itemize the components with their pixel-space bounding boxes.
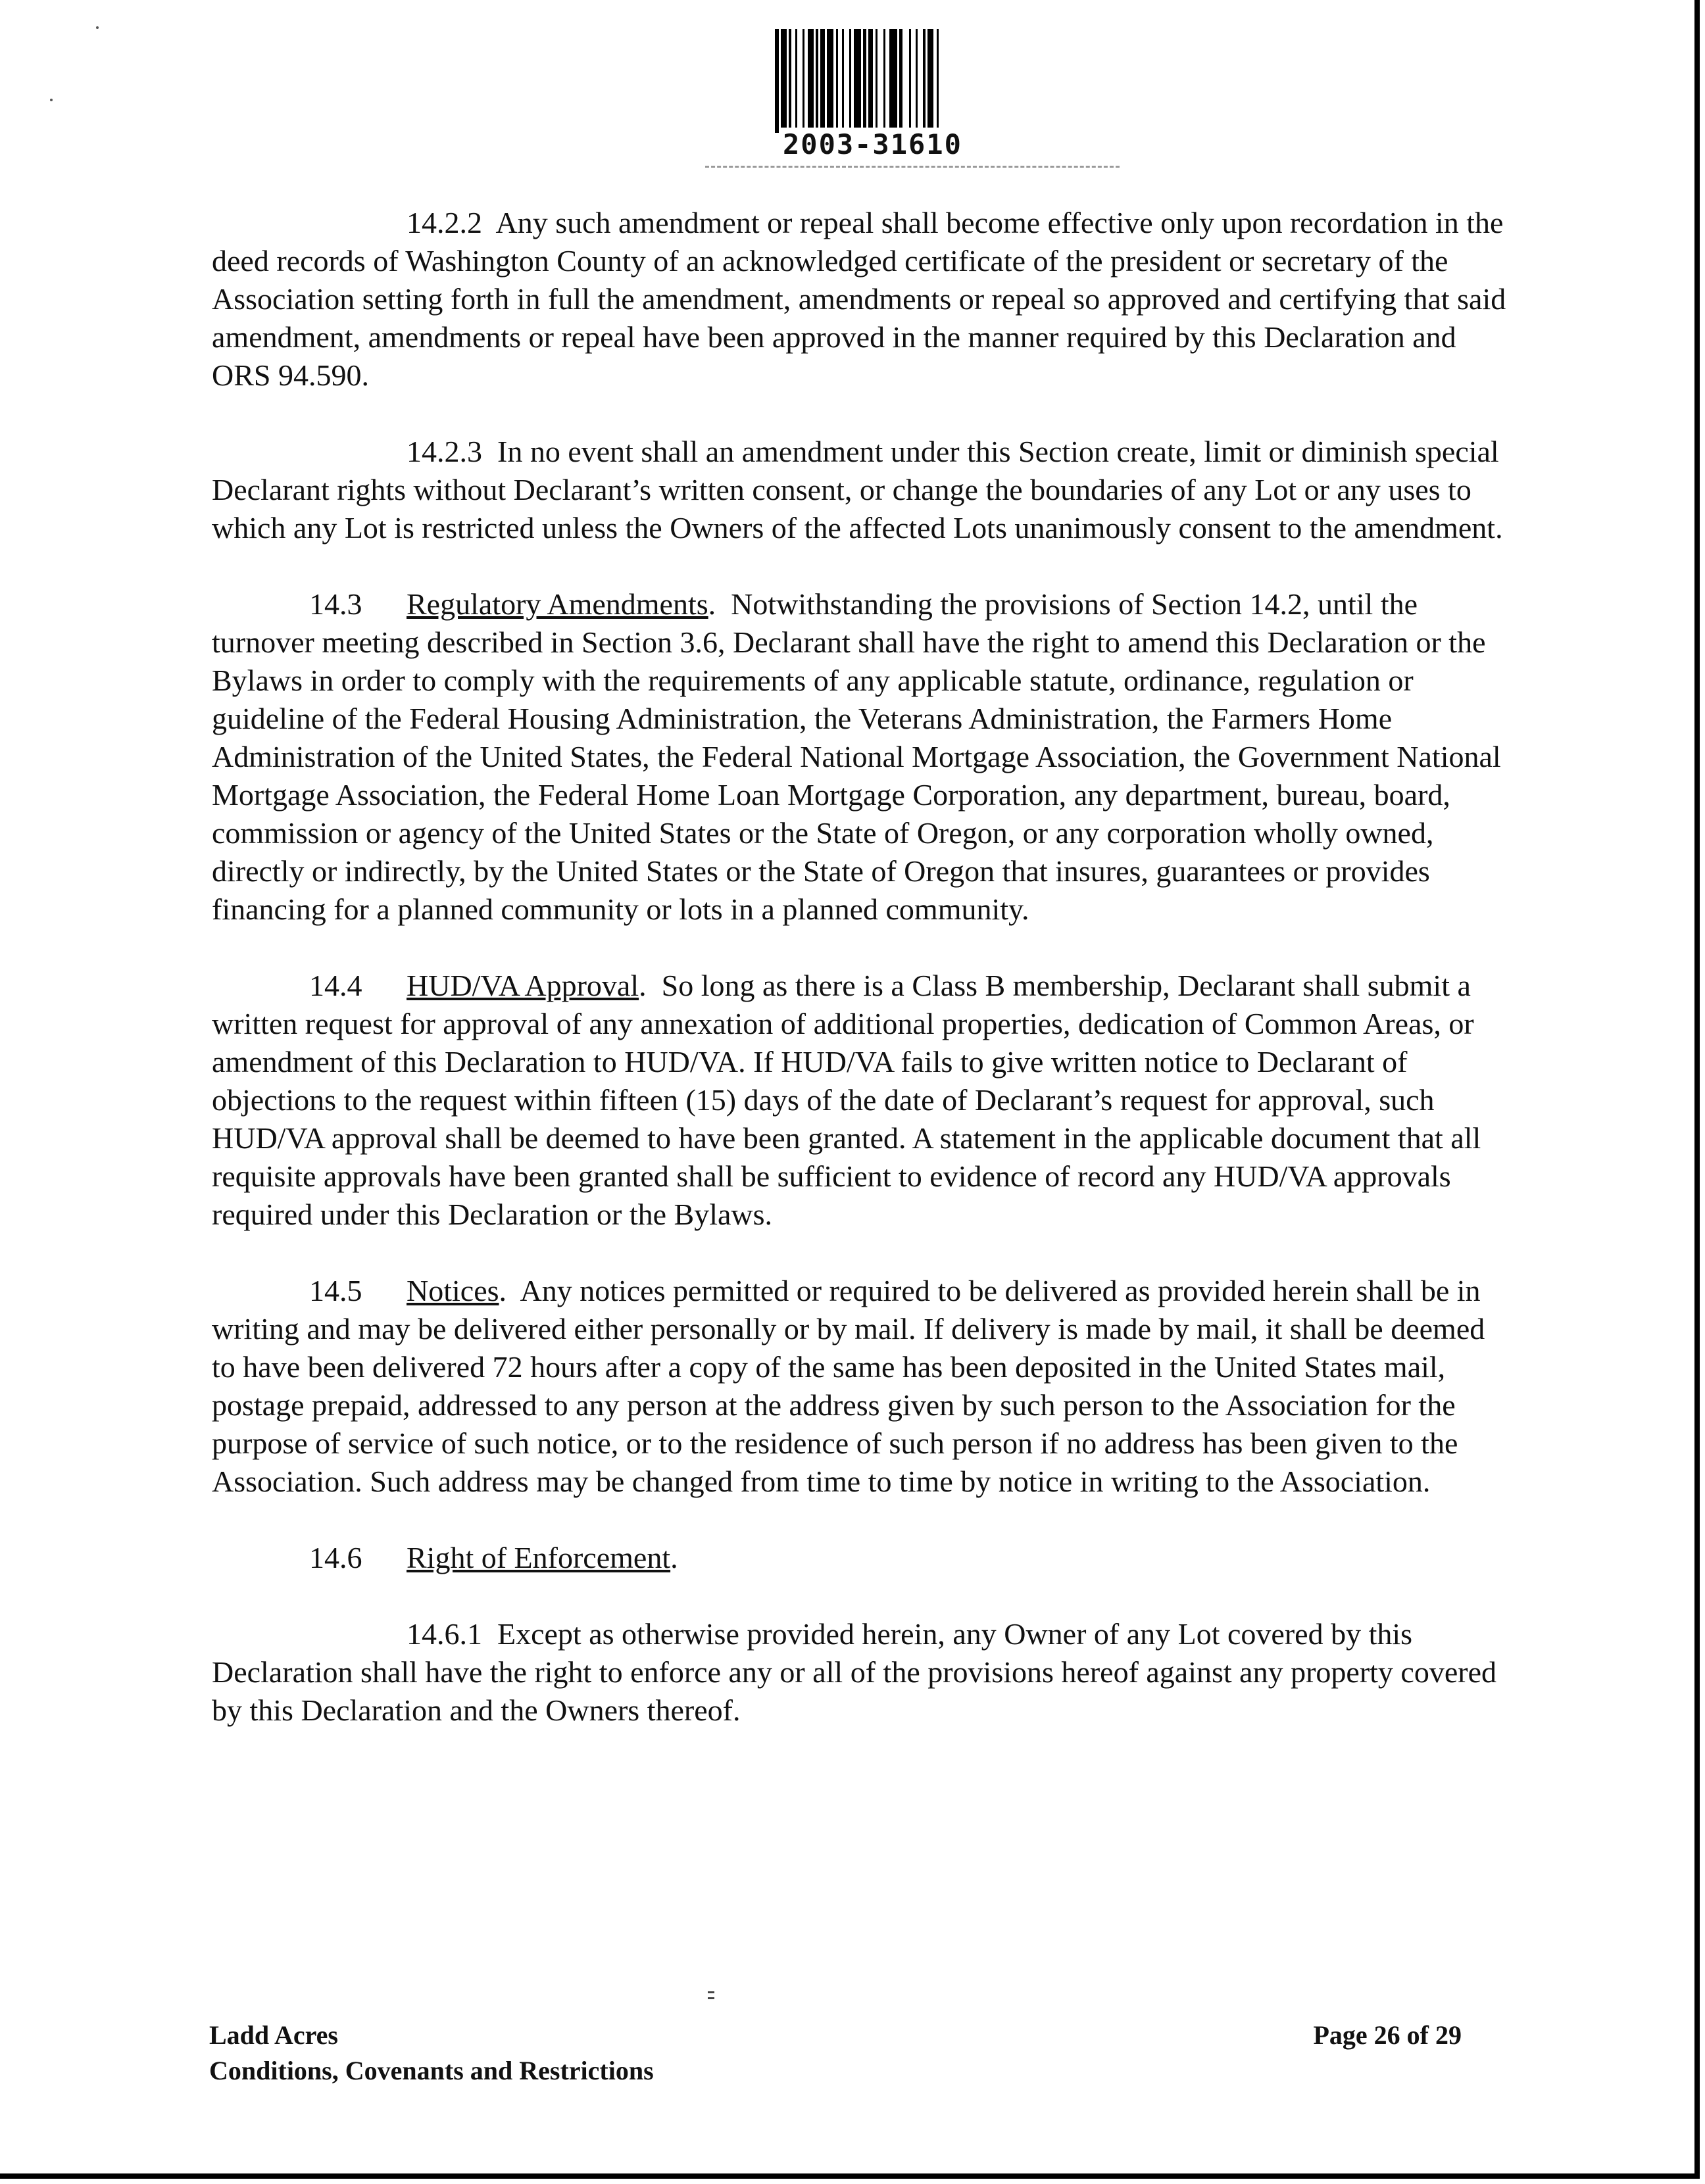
barcode-bar [909, 29, 911, 133]
section-heading: Notices [407, 1274, 499, 1307]
barcode-underline [705, 166, 1120, 168]
paragraph-14-2-3 [212, 433, 1514, 547]
paragraph-text: Any such amendment or repeal shall become effective only upon recordation in the deed records of Washington County of an acknowledged certificate of the president or secretary of the Association setting forth in full the amendment, amendments or repeal so approved and certifying that said amendment, amendments or repeal have been approved in the manner required by this Declaration and ORS 94.590. [212, 206, 1506, 392]
barcode-bar [781, 29, 787, 133]
footer-project-name: Ladd Acres [209, 2020, 338, 2050]
section-number: 14.3 [309, 587, 362, 621]
section-number: 14.6 [309, 1541, 362, 1574]
footer-document-name: Conditions, Covenants and Restrictions [209, 2056, 654, 2085]
paragraph-text: Any notices permitted or required to be delivered as provided herein shall be in writing and may be delivered either personally or by mail. If delivery is made by mail, it shall be deemed to have been delivered 72 hours after a copy of the same has been deposited in the United States mail, postage prepaid, addressed to any person at the address given by such person to the Association for the purpose of service of such notice, or to the residence of such person if no address has been given to the Association. Such address may be changed from time to time by notice in writing to the Association. [212, 1274, 1485, 1498]
barcode-bar [889, 29, 897, 133]
section-number: 14.4 [309, 969, 362, 1002]
section-number: 14.6.1 [407, 1617, 482, 1651]
barcode-bar [937, 29, 939, 133]
barcode-number: 2003-31610 [779, 128, 966, 162]
barcode-bar [876, 29, 877, 133]
paragraph-14-3: 14.3 Regulatory Amendments. Notwithstanding the provisions of Section 14.2, until the turnover meeting described in Section 3.6, Declarant shall have the right to amend this Declaration or the Bylaws in order to comply with the requirements of any applicable statute, ordinance, regulation or guideline of the Federal Housing Administration, the Veterans Administration, the Farmers Home Administration of the United States, the Federal National Mortgage Association, the Government National Mortgage Association, the Federal Home Loan Mortgage Corporation, any department, bureau, board, commission or agency of the United States or the State of Oregon, or any corporation wholly owned, directly or indirectly, by the United States or the State of Oregon that insures, guarantees or provides financing for a planned community or lots in a planned community. [212, 585, 1514, 929]
section-heading: HUD/VA Approval [407, 969, 639, 1002]
footer-document-title [209, 2018, 654, 2089]
section-number: 14.2.3 [407, 435, 482, 468]
barcode-bar [827, 29, 833, 133]
barcode-bar [868, 29, 873, 133]
barcode-bar [803, 29, 804, 133]
section-number: 14.5 [309, 1274, 362, 1307]
paragraph-text: Notwithstanding the provisions of Section 14.2, until the turnover meeting described in Section 3.6, Declarant shall have the right to amend this Declaration or the Bylaws in order to comply with the requirements of any applicable statute, ordinance, regulation or guideline of the Federal Housing Administration, the Veterans Administration, the Farmers Home Administration of the United States, the Federal National Mortgage Association, the Government National Mortgage Association, the Federal Home Loan Mortgage Corporation, any department, bureau, board, commission or agency of the United States or the State of Oregon, or any corporation wholly owned, directly or indirectly, by the United States or the State of Oregon that insures, guarantees or provides financing for a planned community or lots in a planned community. [212, 587, 1501, 926]
section-heading: Right of Enforcement [407, 1541, 671, 1574]
paragraph-text: In no event shall an amendment under this Section create, limit or diminish special Declarant rights without Declarant’s written consent, or change the boundaries of any Lot or any uses to which any Lot is restricted unless the Owners of the affected Lots unanimously consent to the amendment. [212, 435, 1503, 545]
barcode-bars [775, 29, 1071, 133]
section-number: 14.2.2 [407, 206, 482, 239]
paragraph-text: Except as otherwise provided herein, any Owner of any Lot covered by this Declaration shall have the right to enforce any or all of the provisions hereof against any property covered by this Declaration and the Owners thereof. [212, 1617, 1497, 1727]
barcode-bar [820, 29, 825, 133]
barcode-bar [863, 29, 866, 133]
barcode-bar [816, 29, 818, 133]
section-heading: Regulatory Amendments [407, 587, 708, 621]
recording-barcode [775, 29, 1077, 160]
barcode-bar [923, 29, 926, 133]
barcode-bar [854, 29, 861, 133]
paragraph-14-2-2 [212, 204, 1514, 395]
barcode-bar [883, 29, 885, 133]
barcode-bar [775, 29, 779, 133]
barcode-bar [836, 29, 838, 133]
paragraph-14-6-1 [212, 1615, 1514, 1730]
barcode-bar [795, 29, 797, 133]
barcode-bar [849, 29, 851, 133]
paragraph-14-5: 14.5 Notices. Any notices permitted or required to be delivered as provided herein shall be in writing and may be delivered either personally or by mail. If delivery is made by mail, it shall be deemed to have been delivered 72 hours after a copy of the same has been deposited in the United States mail, postage prepaid, addressed to any person at the address given by such person to the Association for the purpose of service of such notice, or to the residence of such person if no address has been given to the Association. Such address may be changed from time to time by notice in writing to the Association. [212, 1272, 1514, 1501]
scan-mark [708, 1991, 717, 2006]
paragraph-14-6: 14.6 Right of Enforcement. [212, 1539, 1514, 1577]
barcode-bar [789, 29, 791, 133]
paragraph-14-4: 14.4 HUD/VA Approval. So long as there is a Class B membership, Declarant shall submit a written request for approval of any annexation of additional properties, dedication of Common Areas, or amendment of this Declaration to HUD/VA. If HUD/VA fails to give written notice to Declarant of objections to the request within fifteen (15) days of the date of Declarant’s request for approval, such HUD/VA approval shall be deemed to have been granted. A statement in the applicable document that all requisite approvals have been granted shall be sufficient to evidence of record any HUD/VA approvals required under this Declaration or the Bylaws. [212, 967, 1514, 1234]
paragraph-text: So long as there is a Class B membership, Declarant shall submit a written request for approval of any annexation of additional properties, dedication of Common Areas, or amendment of this Declaration to HUD/VA. If HUD/VA fails to give written notice to Declarant of objections to the request within fifteen (15) days of the date of Declarant’s request for approval, such HUD/VA approval shall be deemed to have been granted. A statement in the applicable document that all requisite approvals have been granted shall be sufficient to evidence of record any HUD/VA approvals required under this Declaration or the Bylaws. [212, 969, 1481, 1231]
barcode-bar [899, 29, 902, 133]
barcode-bar [916, 29, 918, 133]
document-body [212, 204, 1514, 1768]
footer-page-number: Page 26 of 29 [1313, 2020, 1462, 2050]
barcode-bar [808, 29, 814, 133]
barcode-bar [927, 29, 933, 133]
scan-speck [96, 26, 99, 29]
scan-speck [50, 99, 53, 101]
barcode-bar [842, 29, 844, 133]
